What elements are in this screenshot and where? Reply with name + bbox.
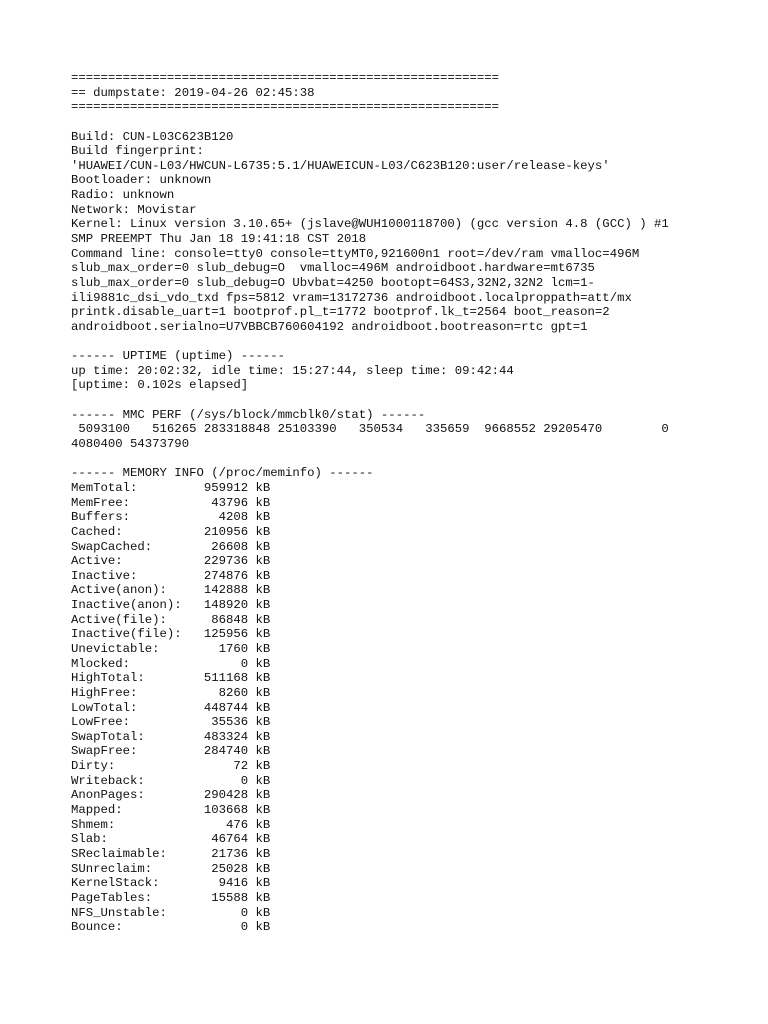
meminfo-row: HighFree: 8260 kB <box>71 685 271 700</box>
meminfo-row: SwapFree: 284740 kB <box>71 744 271 759</box>
radio-line: Radio: unknown <box>71 188 175 203</box>
meminfo-row: LowTotal: 448744 kB <box>71 700 271 715</box>
meminfo-row: Buffers: 4208 kB <box>71 510 271 525</box>
meminfo-row: KernelStack: 9416 kB <box>71 876 271 891</box>
separator-line: ========================================================== <box>71 100 500 115</box>
blank-line <box>71 335 669 350</box>
dumpstate-timestamp: == dumpstate: 2019-04-26 02:45:38 <box>71 85 315 100</box>
meminfo-row: Mapped: 103668 kB <box>71 803 271 818</box>
meminfo-row: Active: 229736 kB <box>71 554 271 569</box>
meminfo-row: Mlocked: 0 kB <box>71 656 271 671</box>
build-fingerprint-label: Build fingerprint: <box>71 144 204 159</box>
command-line-continued: ili9881c_dsi_vdo_txd fps=5812 vram=13172736 androidboot.localproppath=att/mx <box>71 290 632 305</box>
mmc-perf-values-continued: 4080400 54373790 <box>71 437 190 452</box>
kernel-line: Kernel: Linux version 3.10.65+ (jslave@WUH1000118700) (gcc version 4.8 (GCC) ) #1 <box>71 217 669 232</box>
dumpstate-log <box>71 71 669 935</box>
meminfo-row: SwapTotal: 483324 kB <box>71 729 271 744</box>
meminfo-row: Shmem: 476 kB <box>71 817 271 832</box>
command-line-continued: printk.disable_uart=1 bootprof.pl_t=1772 bootprof.lk_t=2564 boot_reason=2 <box>71 305 610 320</box>
meminfo-row: Dirty: 72 kB <box>71 759 271 774</box>
meminfo-row: Slab: 46764 kB <box>71 832 271 847</box>
uptime-elapsed: [uptime: 0.102s elapsed] <box>71 378 249 393</box>
meminfo-row: Inactive(anon): 148920 kB <box>71 598 271 613</box>
meminfo-row: SwapCached: 26608 kB <box>71 539 271 554</box>
build-fingerprint-value: 'HUAWEI/CUN-L03/HWCUN-L6735:5.1/HUAWEICUN-L03/C623B120:user/release-keys' <box>71 158 610 173</box>
meminfo-row: Bounce: 0 kB <box>71 920 271 935</box>
uptime-values: up time: 20:02:32, idle time: 15:27:44, sleep time: 09:42:44 <box>71 363 514 378</box>
meminfo-row: SReclaimable: 21736 kB <box>71 846 271 861</box>
command-line-continued: slub_max_order=0 slub_debug=O vmalloc=496M androidboot.hardware=mt6735 <box>71 261 595 276</box>
meminfo-row: MemTotal: 959912 kB <box>71 480 271 495</box>
uptime-section-header: ------ UPTIME (uptime) ------ <box>71 349 286 364</box>
meminfo-row: Inactive(file): 125956 kB <box>71 627 271 642</box>
meminfo-row: AnonPages: 290428 kB <box>71 788 271 803</box>
command-line: Command line: console=tty0 console=ttyMT0,921600n1 root=/dev/ram vmalloc=496M <box>71 246 640 261</box>
blank-line <box>71 452 669 467</box>
meminfo-row: Inactive: 274876 kB <box>71 568 271 583</box>
mmc-perf-values: 5093100 516265 283318848 25103390 350534 335659 9668552 29205470 0 <box>71 422 669 437</box>
network-line: Network: Movistar <box>71 202 197 217</box>
mmc-perf-section-header: ------ MMC PERF (/sys/block/mmcblk0/stat) ------ <box>71 407 426 422</box>
command-line-continued: androidboot.serialno=U7VBBCB760604192 androidboot.bootreason=rtc gpt=1 <box>71 319 588 334</box>
kernel-line-continued: SMP PREEMPT Thu Jan 18 19:41:18 CST 2018 <box>71 232 367 247</box>
separator-line: ========================================================== <box>71 71 500 85</box>
meminfo-row: SUnreclaim: 25028 kB <box>71 861 271 876</box>
blank-line <box>71 393 669 408</box>
meminfo-row: Active(anon): 142888 kB <box>71 583 271 598</box>
bootloader-line: Bootloader: unknown <box>71 173 212 188</box>
build-line: Build: CUN-L03C623B120 <box>71 129 234 144</box>
command-line-continued: slub_max_order=0 slub_debug=O Ubvbat=4250 bootopt=64S3,32N2,32N2 lcm=1- <box>71 275 595 290</box>
meminfo-row: PageTables: 15588 kB <box>71 890 271 905</box>
memory-info-section-header: ------ MEMORY INFO (/proc/meminfo) ------ <box>71 466 374 481</box>
meminfo-row: HighTotal: 511168 kB <box>71 671 271 686</box>
meminfo-row: Cached: 210956 kB <box>71 524 271 539</box>
blank-line <box>71 115 669 130</box>
meminfo-row: Unevictable: 1760 kB <box>71 641 271 656</box>
meminfo-row: Active(file): 86848 kB <box>71 612 271 627</box>
meminfo-row: NFS_Unstable: 0 kB <box>71 905 271 920</box>
meminfo-row: Writeback: 0 kB <box>71 773 271 788</box>
meminfo-row: LowFree: 35536 kB <box>71 715 271 730</box>
meminfo-row: MemFree: 43796 kB <box>71 495 271 510</box>
